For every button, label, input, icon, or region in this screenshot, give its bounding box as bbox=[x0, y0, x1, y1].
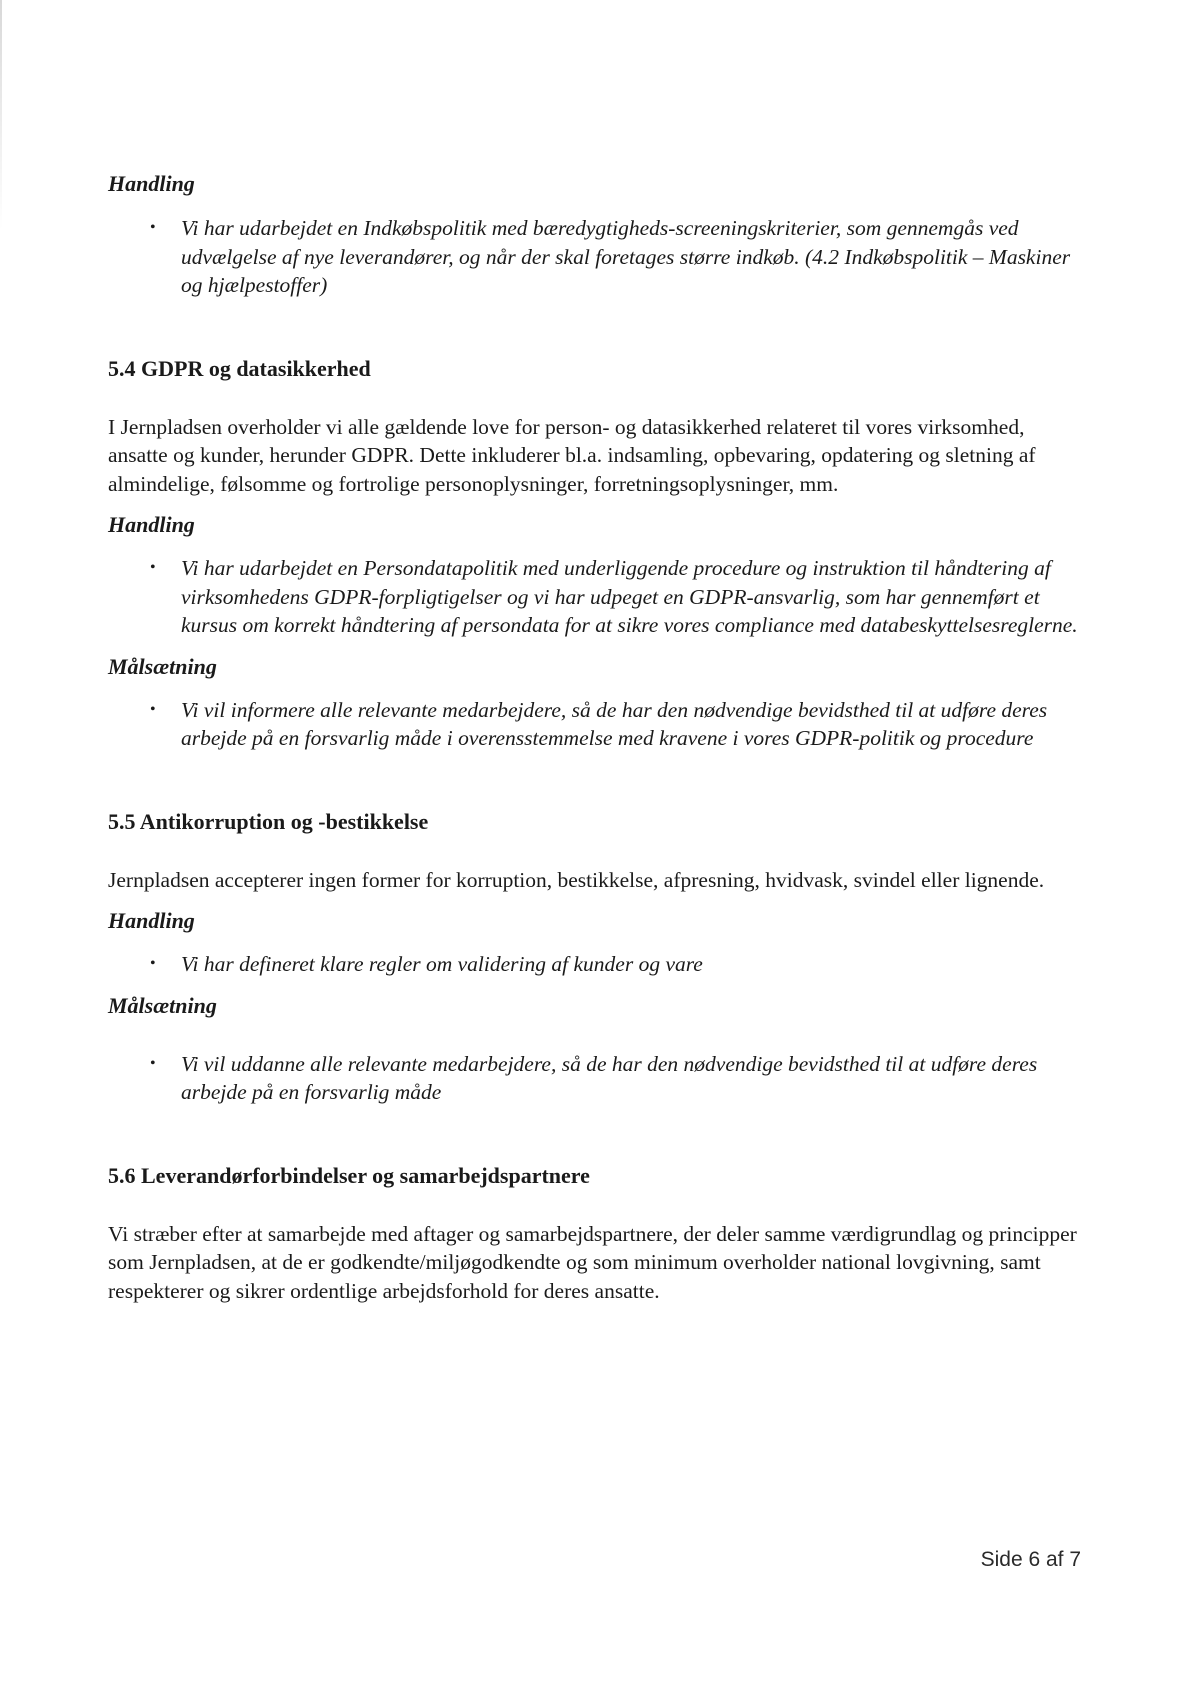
list-item bbox=[108, 950, 1078, 979]
handling-list bbox=[108, 554, 1078, 640]
bullet-icon: • bbox=[150, 559, 156, 576]
handling-heading: Handling bbox=[108, 171, 195, 196]
list-item-text: Vi har udarbejdet en Indkøbspolitik med bæredygtigheds-screeningskriterier, som gennemgås ved udvælgelse af nye leverandører, og når der skal foretages større indkøb. (4.2 Indkøbspolitik – Maskiner og hjælpestoffer) bbox=[181, 216, 1071, 297]
list-item bbox=[108, 696, 1078, 753]
section-title-5-5: 5.5 Antikorruption og -bestikkelse bbox=[108, 808, 429, 834]
section-paragraph: Vi stræber efter at samarbejde med aftager og samarbejdspartnere, der deler samme værdigrundlag og principper som Jernpladsen, at de er godkendte/miljøgodkendte og som minimum overholder national lovgivning, samt respekterer og sikrer ordentlige arbejdsforhold for deres ansatte. bbox=[108, 1221, 1077, 1303]
bullet-icon: • bbox=[150, 219, 156, 236]
handling-list bbox=[108, 214, 1078, 300]
section-paragraph: I Jernpladsen overholder vi alle gældende love for person- og datasikkerhed relateret til vores virksomhed, ansatte og kunder, herunder GDPR. Dette inkluderer bl.a. indsamling, opbevaring, opdatering og sletning af almindelige, følsomme og fortrolige personoplysninger, forretningsoplysninger, mm. bbox=[108, 414, 1036, 496]
list-item-text: Vi har defineret klare regler om validering af kunder og vare bbox=[181, 952, 703, 976]
list-item bbox=[108, 214, 1078, 300]
goal-heading: Målsætning bbox=[108, 653, 217, 679]
goal-list bbox=[108, 696, 1078, 753]
goal-list bbox=[108, 1050, 1078, 1107]
document-body bbox=[108, 170, 1078, 1305]
handling-heading: Handling bbox=[108, 908, 195, 933]
bullet-icon: • bbox=[150, 700, 156, 718]
section-paragraph: Jernpladsen accepterer ingen former for korruption, bestikkelse, afpresning, hvidvask, svindel eller lignende. bbox=[108, 867, 1045, 892]
list-item bbox=[108, 554, 1078, 640]
goal-heading: Målsætning bbox=[108, 992, 217, 1018]
page-edge-shadow bbox=[0, 0, 2, 230]
section-title-5-4: 5.4 GDPR og datasikkerhed bbox=[108, 355, 371, 381]
bullet-icon: • bbox=[150, 1054, 156, 1072]
page-number: Side 6 af 7 bbox=[980, 1548, 1081, 1571]
section-title-5-6: 5.6 Leverandørforbindelser og samarbejdspartnere bbox=[108, 1162, 590, 1188]
bullet-icon: • bbox=[150, 955, 156, 972]
handling-list bbox=[108, 950, 1078, 979]
handling-heading: Handling bbox=[108, 512, 195, 537]
list-item bbox=[108, 1050, 1078, 1107]
list-item-text: Vi vil uddanne alle relevante medarbejdere, så de har den nødvendige bevidsthed til at udføre deres arbejde på en forsvarlig måde bbox=[181, 1051, 1038, 1104]
list-item-text: Vi har udarbejdet en Persondatapolitik med underliggende procedure og instruktion til håndtering af virksomhedens GDPR-forpligtigelser og vi har udpeget en GDPR-ansvarlig, som har gennemført et kursus om korrekt håndtering af persondata for at sikre vores compliance med databeskyttelsesreglerne. bbox=[181, 556, 1078, 637]
list-item-text: Vi vil informere alle relevante medarbejdere, så de har den nødvendige bevidsthed til at udføre deres arbejde på en forsvarlig måde i overensstemmelse med kravene i vores GDPR-politik og procedure bbox=[181, 697, 1048, 750]
